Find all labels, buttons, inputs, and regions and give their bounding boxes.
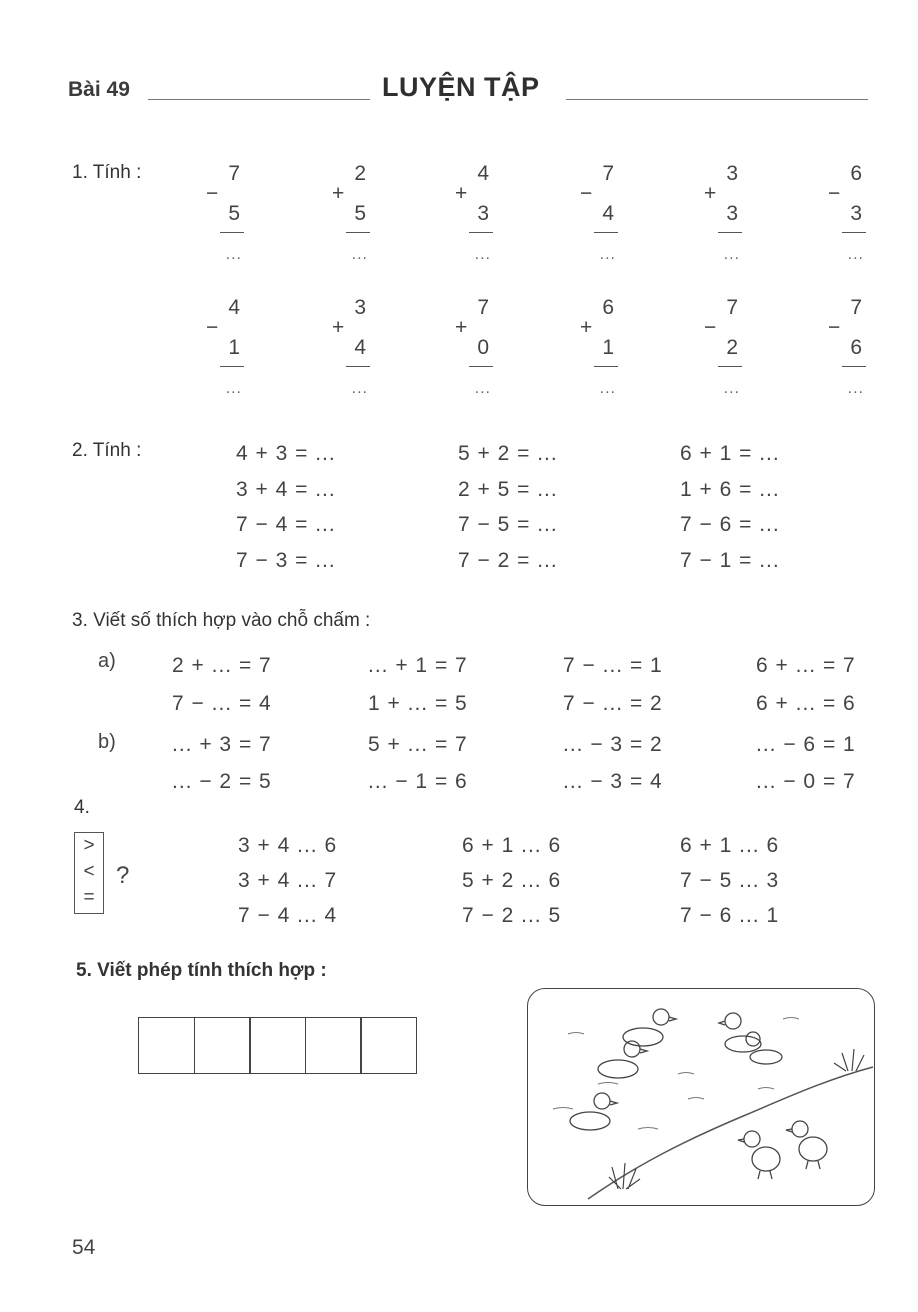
equation[interactable]: 2 + ... = 7 xyxy=(172,654,272,677)
answer-blank[interactable]: ... xyxy=(723,246,740,263)
comparison[interactable]: 7 − 6 ... 1 xyxy=(680,904,780,927)
comparison[interactable]: 3 + 4 ... 6 xyxy=(238,834,338,857)
answer-blank[interactable]: ... xyxy=(225,380,242,397)
shoreline xyxy=(588,1067,873,1199)
equation[interactable]: 1 + 6 = ... xyxy=(680,478,780,501)
ex1-label: 1. Tính : xyxy=(72,162,142,183)
equation[interactable]: ... − 3 = 4 xyxy=(563,770,663,793)
equation[interactable]: 6 + ... = 7 xyxy=(756,654,856,677)
duck-icon xyxy=(598,1041,647,1078)
ducks-illustration xyxy=(527,988,875,1206)
part-b-label: b) xyxy=(98,731,116,753)
column-problem: 7 + 0 ... xyxy=(455,296,491,397)
answer-blank[interactable]: ... xyxy=(847,246,864,263)
answer-blank[interactable]: ... xyxy=(351,246,368,263)
column-problem: 7 − 2 ... xyxy=(704,296,740,397)
equation[interactable]: 5 + 2 = ... xyxy=(458,442,558,465)
equation[interactable]: ... − 2 = 5 xyxy=(172,770,272,793)
greater-than-symbol: > xyxy=(83,835,95,856)
column-problem: 4 + 3 ... xyxy=(455,162,491,263)
duckling-icon xyxy=(738,1131,780,1179)
part-a-label: a) xyxy=(98,650,116,672)
duckling-icon xyxy=(786,1121,827,1169)
comparison[interactable]: 5 + 2 ... 6 xyxy=(462,869,562,892)
answer-blank[interactable]: ... xyxy=(474,246,491,263)
equals-symbol: = xyxy=(83,887,95,908)
answer-box[interactable] xyxy=(138,1017,195,1074)
lesson-number: Bài 49 xyxy=(68,78,130,101)
less-than-symbol: < xyxy=(83,861,95,882)
equation[interactable]: ... − 0 = 7 xyxy=(756,770,856,793)
equation[interactable]: 1 + ... = 5 xyxy=(368,692,468,715)
equation[interactable]: 6 + 1 = ... xyxy=(680,442,780,465)
ex2-label: 2. Tính : xyxy=(72,440,142,461)
comparison[interactable]: 7 − 5 ... 3 xyxy=(680,869,780,892)
comparison[interactable]: 7 − 4 ... 4 xyxy=(238,904,338,927)
equation[interactable]: ... − 3 = 2 xyxy=(563,733,663,756)
answer-blank[interactable]: ... xyxy=(599,380,616,397)
equation[interactable]: 7 − ... = 1 xyxy=(563,654,663,677)
equation[interactable]: 7 − ... = 2 xyxy=(563,692,663,715)
equation[interactable]: 3 + 4 = ... xyxy=(236,478,336,501)
column-problem: 7 − 5 ... xyxy=(206,162,242,263)
equation[interactable]: ... + 3 = 7 xyxy=(172,733,272,756)
equation[interactable]: 7 − 4 = ... xyxy=(236,513,336,536)
column-problem: 7 − 4 ... xyxy=(580,162,616,263)
answer-boxes xyxy=(138,1017,416,1074)
ex5-label: 5. Viết phép tính thích hợp : xyxy=(76,960,327,981)
page-title: LUYỆN TẬP xyxy=(382,72,540,102)
equation[interactable]: 2 + 5 = ... xyxy=(458,478,558,501)
column-problem: 3 + 3 ... xyxy=(704,162,740,263)
column-problem: 3 + 4 ... xyxy=(332,296,368,397)
comparison[interactable]: 3 + 4 ... 7 xyxy=(238,869,338,892)
equation[interactable]: 7 − 6 = ... xyxy=(680,513,780,536)
equation[interactable]: 7 − 5 = ... xyxy=(458,513,558,536)
column-problem: 2 + 5 ... xyxy=(332,162,368,263)
answer-blank[interactable]: ... xyxy=(351,380,368,397)
equation[interactable]: ... + 1 = 7 xyxy=(368,654,468,677)
answer-blank[interactable]: ... xyxy=(847,380,864,397)
header-rule-right xyxy=(566,99,868,100)
answer-blank[interactable]: ... xyxy=(723,380,740,397)
equation[interactable]: 6 + ... = 6 xyxy=(756,692,856,715)
column-problem: 4 − 1 ... xyxy=(206,296,242,397)
equation[interactable]: ... − 1 = 6 xyxy=(368,770,468,793)
ex3-label: 3. Viết số thích hợp vào chỗ chấm : xyxy=(72,610,371,631)
equation[interactable]: 5 + ... = 7 xyxy=(368,733,468,756)
equation[interactable]: 4 + 3 = ... xyxy=(236,442,336,465)
equation[interactable]: 7 − 2 = ... xyxy=(458,549,558,572)
pond-scene xyxy=(528,989,875,1206)
page-number: 54 xyxy=(72,1236,96,1259)
answer-box[interactable] xyxy=(194,1017,251,1074)
column-problem: 7 − 6 ... xyxy=(828,296,864,397)
equation[interactable]: 7 − 1 = ... xyxy=(680,549,780,572)
equation[interactable]: 7 − 3 = ... xyxy=(236,549,336,572)
comparison-symbol-box xyxy=(74,832,104,914)
comparison[interactable]: 6 + 1 ... 6 xyxy=(462,834,562,857)
answer-blank[interactable]: ... xyxy=(225,246,242,263)
header-rule-left xyxy=(148,99,370,100)
answer-blank[interactable]: ... xyxy=(599,246,616,263)
column-problem: 6 + 1 ... xyxy=(580,296,616,397)
answer-blank[interactable]: ... xyxy=(474,380,491,397)
column-problem: 6 − 3 ... xyxy=(828,162,864,263)
comparison[interactable]: 7 − 2 ... 5 xyxy=(462,904,562,927)
answer-box[interactable] xyxy=(360,1017,417,1074)
comparison[interactable]: 6 + 1 ... 6 xyxy=(680,834,780,857)
answer-box[interactable] xyxy=(249,1017,306,1074)
ex4-label: 4. xyxy=(74,797,90,818)
equation[interactable]: 7 − ... = 4 xyxy=(172,692,272,715)
question-mark: ? xyxy=(116,862,130,889)
equation[interactable]: ... − 6 = 1 xyxy=(756,733,856,756)
duck-icon xyxy=(570,1093,617,1130)
answer-box[interactable] xyxy=(305,1017,362,1074)
